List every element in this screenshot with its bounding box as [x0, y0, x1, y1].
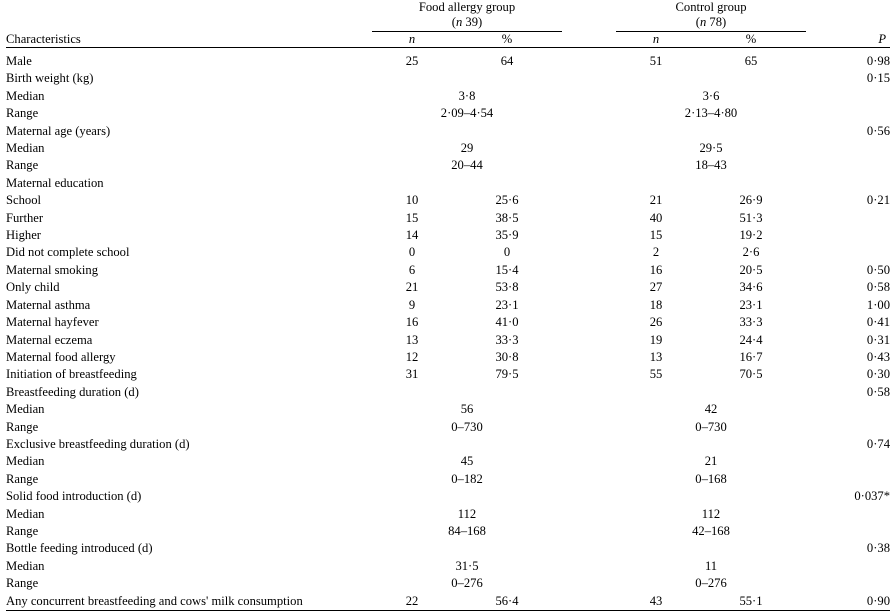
row-food-allergy-n [372, 70, 452, 87]
row-label: Maternal education [6, 175, 372, 192]
row-food-allergy-percent: 41·0 [452, 314, 562, 331]
row-control-n: 2 [616, 244, 696, 261]
row-p-value: 0·58 [806, 384, 890, 401]
row-food-allergy-n: 25 [372, 53, 452, 70]
row-p-value [806, 140, 890, 157]
row-label: Maternal asthma [6, 297, 372, 314]
row-control-percent [696, 175, 806, 192]
row-food-allergy-value: 0–730 [372, 419, 562, 436]
table-row [6, 157, 890, 174]
column-header-row [6, 32, 890, 48]
row-p-value: 0·58 [806, 279, 890, 296]
header-ct-percent: % [696, 32, 806, 48]
row-food-allergy-percent: 56·4 [452, 593, 562, 611]
row-p-value: 0·41 [806, 314, 890, 331]
table-row [6, 53, 890, 70]
row-food-allergy-n: 16 [372, 314, 452, 331]
table-row [6, 401, 890, 418]
row-food-allergy-n [372, 488, 452, 505]
header-ct-n: n [616, 32, 696, 48]
row-control-percent: 70·5 [696, 366, 806, 383]
row-label: Solid food introduction (d) [6, 488, 372, 505]
row-gap [562, 314, 616, 331]
row-gap [562, 419, 616, 436]
table-row [6, 453, 890, 470]
row-food-allergy-n: 0 [372, 244, 452, 261]
table-row [6, 70, 890, 87]
row-p-value: 0·98 [806, 53, 890, 70]
row-gap [562, 506, 616, 523]
row-gap [562, 262, 616, 279]
row-food-allergy-percent [452, 488, 562, 505]
row-food-allergy-n [372, 384, 452, 401]
row-p-value [806, 210, 890, 227]
row-control-value: 21 [616, 453, 806, 470]
row-food-allergy-percent [452, 540, 562, 557]
row-control-n [616, 540, 696, 557]
row-label: Median [6, 506, 372, 523]
group-label-food-allergy: Food allergy group [419, 0, 515, 14]
row-label: Range [6, 419, 372, 436]
row-food-allergy-value: 2·09–4·54 [372, 105, 562, 122]
group-header-blank [6, 0, 372, 32]
row-control-n [616, 384, 696, 401]
row-control-n: 16 [616, 262, 696, 279]
row-p-value: 0·90 [806, 593, 890, 611]
table-row [6, 262, 890, 279]
row-p-value: 0·38 [806, 540, 890, 557]
row-label: Range [6, 157, 372, 174]
row-food-allergy-percent: 79·5 [452, 366, 562, 383]
row-p-value [806, 523, 890, 540]
row-control-percent: 20·5 [696, 262, 806, 279]
group-label-control: Control group [676, 0, 747, 14]
group-n-food-allergy: (n 39) [452, 15, 482, 29]
row-label: School [6, 192, 372, 209]
row-food-allergy-n: 9 [372, 297, 452, 314]
table-row [6, 88, 890, 105]
row-gap [562, 593, 616, 611]
row-control-value: 29·5 [616, 140, 806, 157]
row-p-value: 0·037* [806, 488, 890, 505]
row-label: Median [6, 401, 372, 418]
header-gap [562, 32, 616, 48]
row-control-value: 0–168 [616, 471, 806, 488]
row-food-allergy-n: 12 [372, 349, 452, 366]
row-control-n: 26 [616, 314, 696, 331]
row-gap [562, 123, 616, 140]
row-food-allergy-percent [452, 70, 562, 87]
row-control-percent: 24·4 [696, 332, 806, 349]
row-control-n: 43 [616, 593, 696, 611]
row-food-allergy-percent [452, 175, 562, 192]
row-label: Birth weight (kg) [6, 70, 372, 87]
row-label: Maternal food allergy [6, 349, 372, 366]
row-p-value [806, 227, 890, 244]
row-food-allergy-n [372, 540, 452, 557]
row-label: Range [6, 575, 372, 592]
table-row [6, 419, 890, 436]
row-label: Median [6, 140, 372, 157]
table-row [6, 105, 890, 122]
row-gap [562, 210, 616, 227]
table-row [6, 593, 890, 611]
table-row [6, 297, 890, 314]
row-control-n: 15 [616, 227, 696, 244]
row-p-value [806, 244, 890, 261]
row-p-value [806, 105, 890, 122]
row-label: Breastfeeding duration (d) [6, 384, 372, 401]
table-row [6, 349, 890, 366]
row-food-allergy-value: 0–182 [372, 471, 562, 488]
row-control-n [616, 175, 696, 192]
row-gap [562, 366, 616, 383]
row-food-allergy-percent: 25·6 [452, 192, 562, 209]
row-gap [562, 227, 616, 244]
row-food-allergy-n [372, 436, 452, 453]
row-food-allergy-value: 29 [372, 140, 562, 157]
row-food-allergy-percent [452, 384, 562, 401]
table-row [6, 558, 890, 575]
table-row [6, 523, 890, 540]
row-gap [562, 88, 616, 105]
row-control-n [616, 123, 696, 140]
row-gap [562, 279, 616, 296]
table-row [6, 332, 890, 349]
table-row [6, 140, 890, 157]
row-label: Median [6, 453, 372, 470]
table-row [6, 488, 890, 505]
row-label: Exclusive breastfeeding duration (d) [6, 436, 372, 453]
row-control-value: 3·6 [616, 88, 806, 105]
row-food-allergy-n: 6 [372, 262, 452, 279]
row-gap [562, 540, 616, 557]
row-control-n [616, 488, 696, 505]
table-row [6, 384, 890, 401]
row-gap [562, 349, 616, 366]
row-gap [562, 523, 616, 540]
table-row [6, 123, 890, 140]
row-gap [562, 175, 616, 192]
row-p-value [806, 453, 890, 470]
header-p: P [806, 32, 890, 48]
row-p-value [806, 471, 890, 488]
row-gap [562, 157, 616, 174]
row-label: Median [6, 558, 372, 575]
row-p-value [806, 506, 890, 523]
row-label: Bottle feeding introduced (d) [6, 540, 372, 557]
group-header-row [6, 0, 890, 32]
row-gap [562, 192, 616, 209]
row-gap [562, 384, 616, 401]
group-header-control [616, 0, 806, 32]
row-food-allergy-value: 112 [372, 506, 562, 523]
row-p-value [806, 558, 890, 575]
row-control-percent: 33·3 [696, 314, 806, 331]
row-control-percent: 19·2 [696, 227, 806, 244]
row-p-value: 0·43 [806, 349, 890, 366]
row-p-value: 0·31 [806, 332, 890, 349]
row-p-value [806, 419, 890, 436]
header-characteristics: Characteristics [6, 32, 372, 48]
row-gap [562, 297, 616, 314]
table-row [6, 506, 890, 523]
row-control-percent: 2·6 [696, 244, 806, 261]
row-control-value: 112 [616, 506, 806, 523]
row-label: Range [6, 523, 372, 540]
row-control-n: 19 [616, 332, 696, 349]
row-gap [562, 53, 616, 70]
row-p-value [806, 401, 890, 418]
row-p-value [806, 575, 890, 592]
row-label: Any concurrent breastfeeding and cows' milk consumption [6, 593, 372, 611]
row-gap [562, 436, 616, 453]
row-gap [562, 244, 616, 261]
table-row [6, 227, 890, 244]
row-control-percent: 23·1 [696, 297, 806, 314]
row-control-percent [696, 70, 806, 87]
row-food-allergy-n [372, 175, 452, 192]
table-row [6, 366, 890, 383]
row-control-value: 11 [616, 558, 806, 575]
row-food-allergy-percent: 35·9 [452, 227, 562, 244]
row-gap [562, 471, 616, 488]
row-control-value: 0–276 [616, 575, 806, 592]
table-row [6, 471, 890, 488]
row-control-n: 18 [616, 297, 696, 314]
table-row [6, 279, 890, 296]
row-label: Maternal age (years) [6, 123, 372, 140]
row-label: Only child [6, 279, 372, 296]
row-label: Range [6, 471, 372, 488]
data-rows [6, 53, 890, 611]
row-control-percent: 34·6 [696, 279, 806, 296]
row-p-value [806, 157, 890, 174]
table-body [6, 0, 890, 53]
row-gap [562, 488, 616, 505]
row-food-allergy-percent: 30·8 [452, 349, 562, 366]
row-p-value: 0·21 [806, 192, 890, 209]
group-header-gap [562, 0, 616, 32]
row-food-allergy-n [372, 123, 452, 140]
row-gap [562, 401, 616, 418]
group-header-food-allergy [372, 0, 562, 32]
row-food-allergy-n: 10 [372, 192, 452, 209]
row-food-allergy-value: 56 [372, 401, 562, 418]
row-control-n: 21 [616, 192, 696, 209]
row-p-value: 0·56 [806, 123, 890, 140]
row-control-percent: 26·9 [696, 192, 806, 209]
row-p-value: 0·15 [806, 70, 890, 87]
table-row [6, 244, 890, 261]
row-gap [562, 332, 616, 349]
row-control-percent: 16·7 [696, 349, 806, 366]
row-gap [562, 575, 616, 592]
row-food-allergy-value: 0–276 [372, 575, 562, 592]
row-control-value: 2·13–4·80 [616, 105, 806, 122]
row-control-percent [696, 436, 806, 453]
row-food-allergy-percent: 33·3 [452, 332, 562, 349]
row-food-allergy-n: 13 [372, 332, 452, 349]
header-fa-percent: % [452, 32, 562, 48]
row-control-n: 13 [616, 349, 696, 366]
row-food-allergy-percent: 23·1 [452, 297, 562, 314]
row-label: Further [6, 210, 372, 227]
row-label: Initiation of breastfeeding [6, 366, 372, 383]
row-control-percent [696, 123, 806, 140]
row-label: Maternal smoking [6, 262, 372, 279]
row-p-value [806, 175, 890, 192]
row-gap [562, 105, 616, 122]
row-food-allergy-value: 31·5 [372, 558, 562, 575]
row-p-value: 0·50 [806, 262, 890, 279]
row-control-value: 18–43 [616, 157, 806, 174]
row-food-allergy-value: 20–44 [372, 157, 562, 174]
row-food-allergy-percent [452, 123, 562, 140]
row-label: Did not complete school [6, 244, 372, 261]
row-gap [562, 558, 616, 575]
row-p-value: 0·74 [806, 436, 890, 453]
row-gap [562, 70, 616, 87]
row-control-n: 40 [616, 210, 696, 227]
row-label: Male [6, 53, 372, 70]
table-row [6, 575, 890, 592]
row-label: Maternal hayfever [6, 314, 372, 331]
row-food-allergy-percent: 15·4 [452, 262, 562, 279]
row-label: Range [6, 105, 372, 122]
row-food-allergy-value: 45 [372, 453, 562, 470]
row-food-allergy-percent: 38·5 [452, 210, 562, 227]
row-food-allergy-n: 15 [372, 210, 452, 227]
row-control-n [616, 436, 696, 453]
table-row [6, 436, 890, 453]
row-control-value: 0–730 [616, 419, 806, 436]
table-row [6, 175, 890, 192]
row-food-allergy-n: 14 [372, 227, 452, 244]
table-row [6, 192, 890, 209]
row-label: Median [6, 88, 372, 105]
characteristics-table [6, 0, 890, 611]
row-label: Higher [6, 227, 372, 244]
row-p-value: 0·30 [806, 366, 890, 383]
row-control-n: 27 [616, 279, 696, 296]
row-control-percent: 51·3 [696, 210, 806, 227]
group-n-control: (n 78) [696, 15, 726, 29]
row-p-value [806, 88, 890, 105]
row-p-value: 1·00 [806, 297, 890, 314]
table-row [6, 210, 890, 227]
row-control-percent [696, 488, 806, 505]
row-control-n: 55 [616, 366, 696, 383]
row-food-allergy-value: 84–168 [372, 523, 562, 540]
group-header-p-blank [806, 0, 890, 32]
row-food-allergy-percent: 53·8 [452, 279, 562, 296]
row-food-allergy-percent: 64 [452, 53, 562, 70]
row-label: Maternal eczema [6, 332, 372, 349]
row-control-percent [696, 540, 806, 557]
row-control-percent [696, 384, 806, 401]
row-control-value: 42 [616, 401, 806, 418]
row-control-percent: 55·1 [696, 593, 806, 611]
row-control-n [616, 70, 696, 87]
table-row [6, 540, 890, 557]
row-control-percent: 65 [696, 53, 806, 70]
row-food-allergy-percent: 0 [452, 244, 562, 261]
row-food-allergy-percent [452, 436, 562, 453]
row-control-n: 51 [616, 53, 696, 70]
row-gap [562, 140, 616, 157]
row-food-allergy-n: 21 [372, 279, 452, 296]
row-gap [562, 453, 616, 470]
row-food-allergy-n: 22 [372, 593, 452, 611]
row-control-value: 42–168 [616, 523, 806, 540]
row-food-allergy-value: 3·8 [372, 88, 562, 105]
header-fa-n: n [372, 32, 452, 48]
table-row [6, 314, 890, 331]
row-food-allergy-n: 31 [372, 366, 452, 383]
